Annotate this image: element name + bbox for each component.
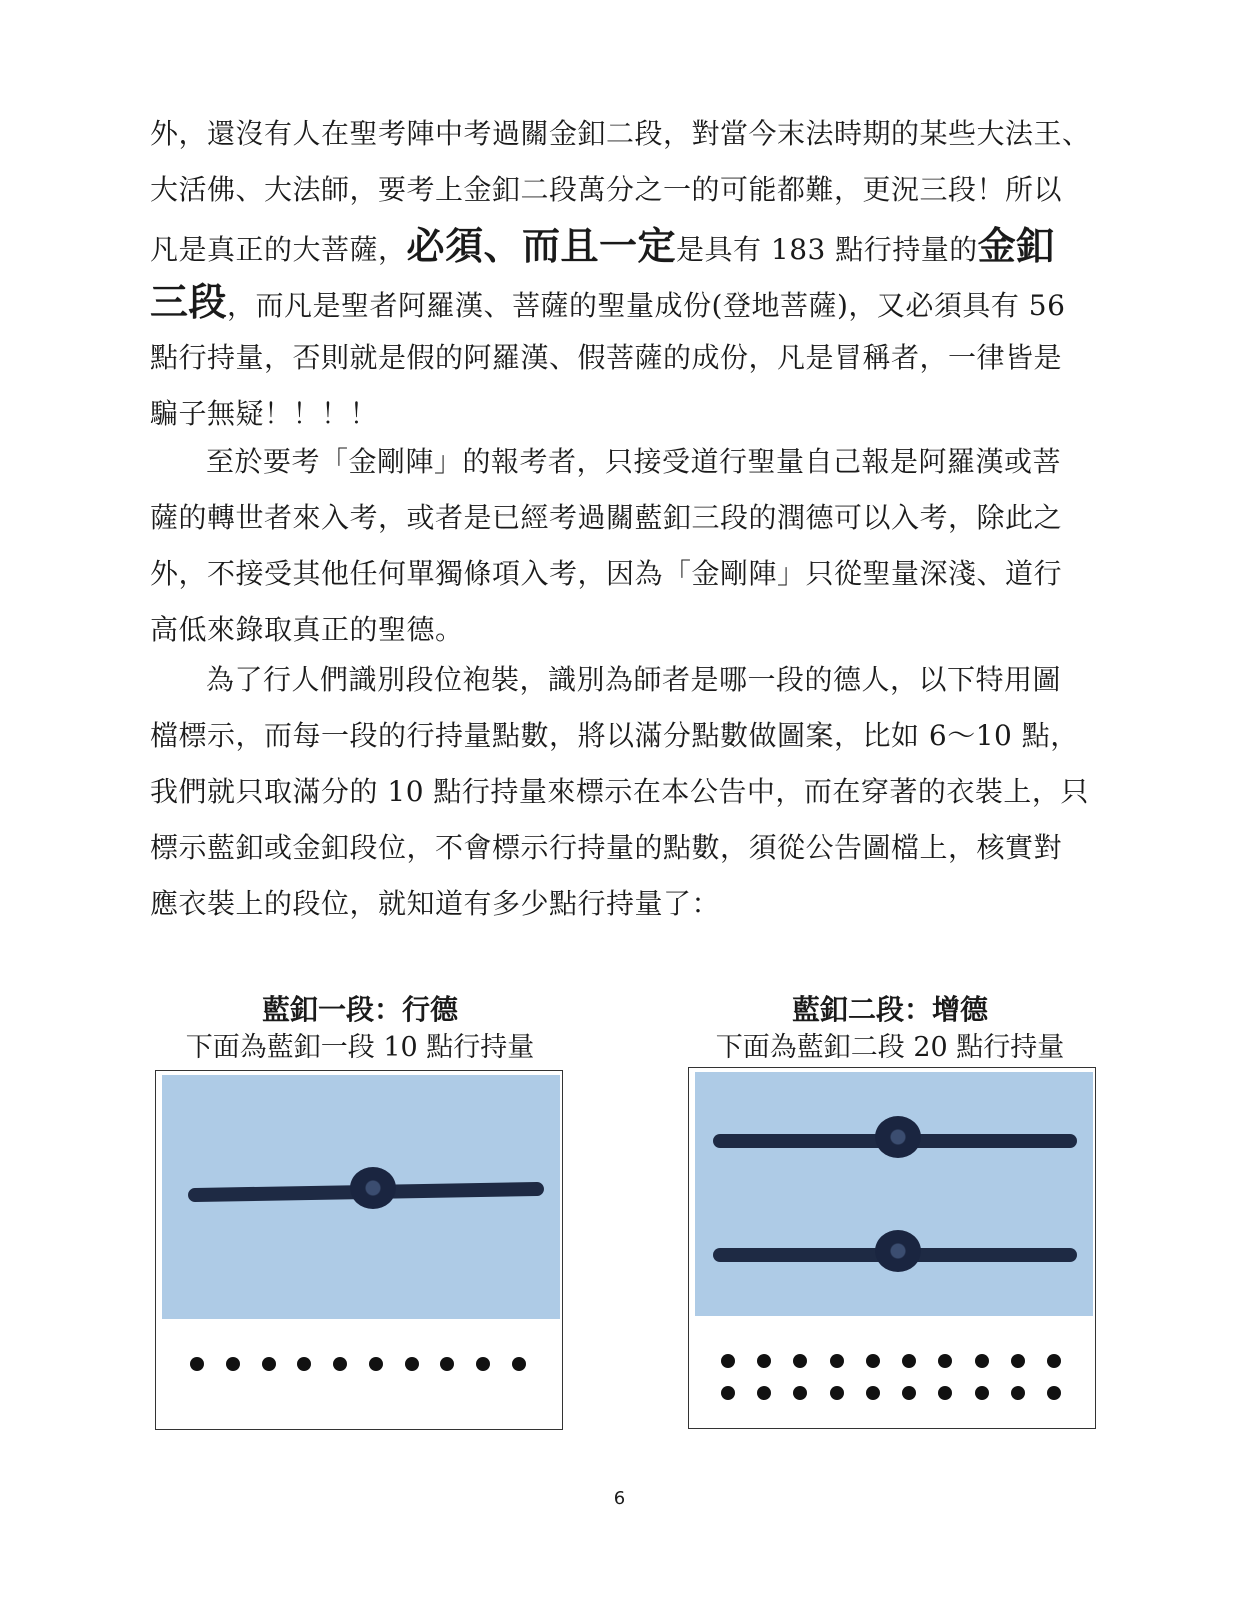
- emphasis-text: 金釦: [977, 223, 1055, 268]
- figure-1-caption: 下面為藍釦一段 10 點行持量: [185, 1032, 535, 1063]
- point-dot: [902, 1386, 916, 1400]
- point-dot: [866, 1386, 880, 1400]
- point-dot: [1011, 1386, 1025, 1400]
- point-dot: [1047, 1354, 1061, 1368]
- paragraph-3: [150, 652, 1100, 932]
- paragraph-line: 外，不接受其他任何單獨條項入考，因為「金剛陣」只從聖量深淺、道行: [150, 557, 1063, 590]
- point-dot: [476, 1357, 490, 1371]
- paragraph-line: 外，還沒有人在聖考陣中考過關金釦二段，對當今末法時期的某些大法王、: [150, 117, 1091, 150]
- knot: [875, 1230, 921, 1272]
- point-dot: [190, 1357, 204, 1371]
- paragraph-line: 我們就只取滿分的 10 點行持量來標示在本公告中，而在穿著的衣裝上，只: [150, 775, 1089, 808]
- point-dot: [866, 1354, 880, 1368]
- point-dot: [721, 1386, 735, 1400]
- paragraph-line: 至於要考「金剛陣」的報考者，只接受道行聖量自己報是阿羅漢或菩: [206, 445, 1062, 478]
- point-dot: [226, 1357, 240, 1371]
- paragraph-1: [150, 106, 1100, 442]
- paragraph-line: 應衣裝上的段位，就知道有多少點行持量了：: [150, 887, 721, 920]
- knot: [875, 1116, 921, 1158]
- point-dot: [369, 1357, 383, 1371]
- point-dot: [938, 1354, 952, 1368]
- paragraph-line: [150, 218, 1100, 274]
- points-row: [721, 1354, 1061, 1368]
- emphasis-text: 必須、而且一定: [406, 223, 677, 268]
- paragraph-line: 騙子無疑！！！！: [150, 397, 379, 430]
- paragraph-line: [150, 274, 1100, 330]
- figure-2-box: [688, 1067, 1096, 1429]
- point-dot: [902, 1354, 916, 1368]
- figure-2-caption: 下面為藍釦二段 20 點行持量: [715, 1032, 1065, 1063]
- point-dot: [512, 1357, 526, 1371]
- paragraph-line: 為了行人們識別段位袍裝，識別為師者是哪一段的德人，以下特用圖: [206, 663, 1062, 696]
- point-dot: [975, 1386, 989, 1400]
- point-dot: [721, 1354, 735, 1368]
- point-dot: [793, 1354, 807, 1368]
- point-dot: [793, 1386, 807, 1400]
- paragraph-line: 薩的轉世者來入考，或者是已經考過關藍釦三段的潤德可以入考，除此之: [150, 501, 1063, 534]
- point-dot: [830, 1386, 844, 1400]
- paragraph-line: 大活佛、大法師，要考上金釦二段萬分之一的可能都難，更況三段！所以: [150, 173, 1063, 206]
- paragraph-2: [150, 434, 1100, 658]
- point-dot: [1011, 1354, 1025, 1368]
- figure-1-box: [155, 1070, 563, 1430]
- point-dot: [297, 1357, 311, 1371]
- point-dot: [938, 1386, 952, 1400]
- text-span: ，而凡是聖者阿羅漢、菩薩的聖量成份(登地菩薩)，又必須具有 56: [227, 289, 1066, 322]
- point-dot: [757, 1386, 771, 1400]
- text-span: 是具有 183 點行持量的: [676, 233, 978, 266]
- paragraph-line: 檔標示，而每一段的行持量點數，將以滿分點數做圖案，比如 6～10 點，: [150, 719, 1079, 752]
- knot: [350, 1167, 396, 1209]
- paragraph-line: 高低來錄取真正的聖德。: [150, 613, 464, 646]
- point-dot: [830, 1354, 844, 1368]
- point-dot: [757, 1354, 771, 1368]
- figure-2-title: 藍釦二段：增德: [791, 993, 988, 1026]
- points-row: [721, 1386, 1061, 1400]
- page-number: 6: [613, 1488, 626, 1509]
- point-dot: [262, 1357, 276, 1371]
- figure-1-title: 藍釦一段：行德: [261, 993, 458, 1026]
- text-span: 凡是真正的大菩薩，: [150, 233, 407, 266]
- paragraph-line: 標示藍釦或金釦段位，不會標示行持量的點數，須從公告圖檔上，核實對: [150, 831, 1063, 864]
- point-dot: [1047, 1386, 1061, 1400]
- points-row: [190, 1357, 526, 1371]
- cord-photo: [695, 1072, 1093, 1316]
- point-dot: [333, 1357, 347, 1371]
- paragraph-line: 點行持量，否則就是假的阿羅漢、假菩薩的成份，凡是冒稱者，一律皆是: [150, 341, 1063, 374]
- emphasis-text: 三段: [150, 279, 228, 324]
- point-dot: [975, 1354, 989, 1368]
- cord-photo: [162, 1075, 560, 1319]
- point-dot: [440, 1357, 454, 1371]
- point-dot: [405, 1357, 419, 1371]
